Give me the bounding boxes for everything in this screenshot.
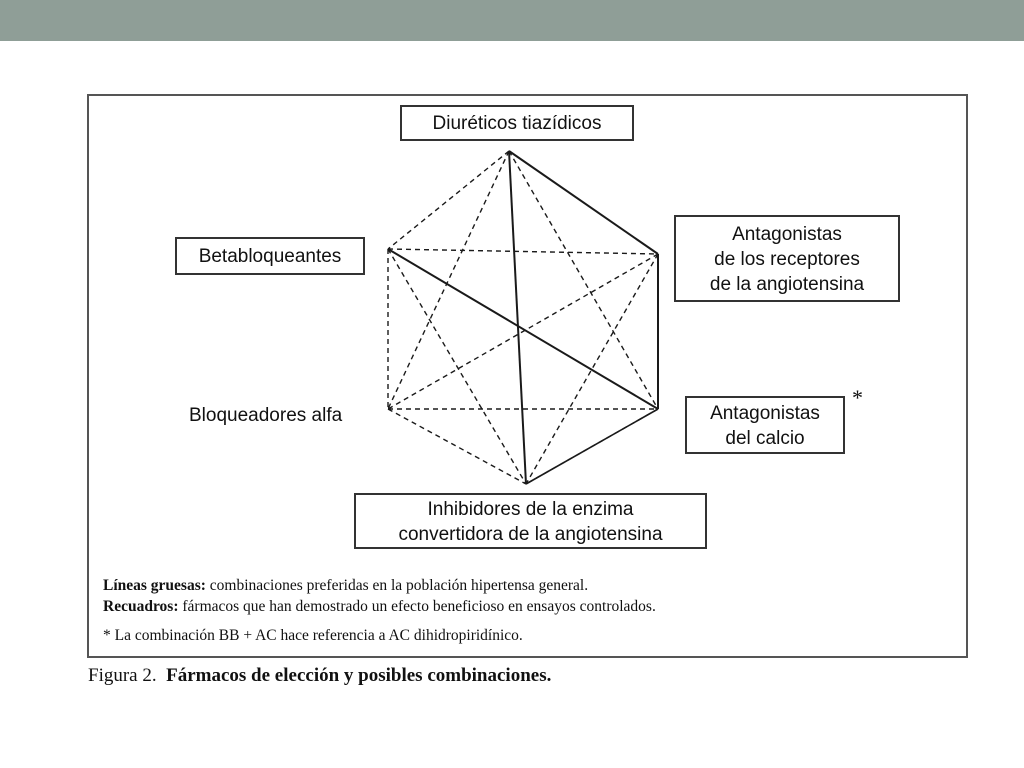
- legend-line-1-text: combinaciones preferidas en la población hipertensa general.: [205, 577, 589, 594]
- edge-alfa-ieca: [388, 409, 526, 484]
- node-calcio-line-2: del calcio: [725, 428, 805, 449]
- node-ara-line-2: de los receptores: [714, 249, 860, 270]
- legend-line-2-text: fármacos que han demostrado un efecto beneficioso en ensayos controlados.: [178, 598, 656, 615]
- top-bar: [0, 0, 1024, 41]
- node-ara-line-3: de la angiotensina: [709, 274, 865, 295]
- edge-diur-ieca: [509, 151, 526, 484]
- node-ieca: [354, 493, 707, 549]
- node-bloqueadores-alfa: [189, 403, 379, 433]
- node-ara: [674, 215, 900, 302]
- legend-line-3: * La combinación BB + AC hace referencia a AC dihidropiridínico.: [103, 627, 523, 644]
- node-ieca-line-2: convertidora de la angiotensina: [398, 524, 663, 545]
- asterisk-marker: *: [852, 385, 863, 410]
- node-calcio: [685, 396, 845, 454]
- edge-diur-alfa: [388, 151, 509, 409]
- caption-prefix: Figura 2.: [88, 665, 157, 686]
- node-diureticos-label: Diuréticos tiazídicos: [432, 113, 602, 134]
- legend-line-2: [103, 598, 656, 616]
- legend-line-1: [103, 577, 588, 595]
- node-ieca-line-1: Inhibidores de la enzima: [427, 499, 634, 520]
- edge-diur-calcio: [509, 151, 658, 409]
- figure-caption: [88, 665, 551, 687]
- node-bloqueadores-alfa-label: Bloqueadores alfa: [189, 405, 343, 426]
- edge-calcio-ieca-preferred: [526, 409, 658, 484]
- combination-diagram: [89, 96, 966, 656]
- edge-diur-ara: [509, 151, 658, 254]
- caption-title: Fármacos de elección y posibles combinaciones.: [166, 665, 552, 686]
- legend-line-1-bold: Líneas gruesas:: [103, 577, 206, 594]
- node-ara-line-1: Antagonistas: [732, 224, 842, 245]
- figure-frame: [87, 94, 968, 658]
- node-betabloqueantes-label: Betabloqueantes: [198, 246, 342, 267]
- node-betabloqueantes: [175, 237, 365, 275]
- legend-line-2-bold: Recuadros:: [103, 598, 179, 615]
- edge-bb-ara: [388, 249, 658, 254]
- edge-diur-bb: [388, 151, 509, 249]
- node-diureticos: [400, 105, 634, 141]
- node-calcio-line-1: Antagonistas: [710, 403, 820, 424]
